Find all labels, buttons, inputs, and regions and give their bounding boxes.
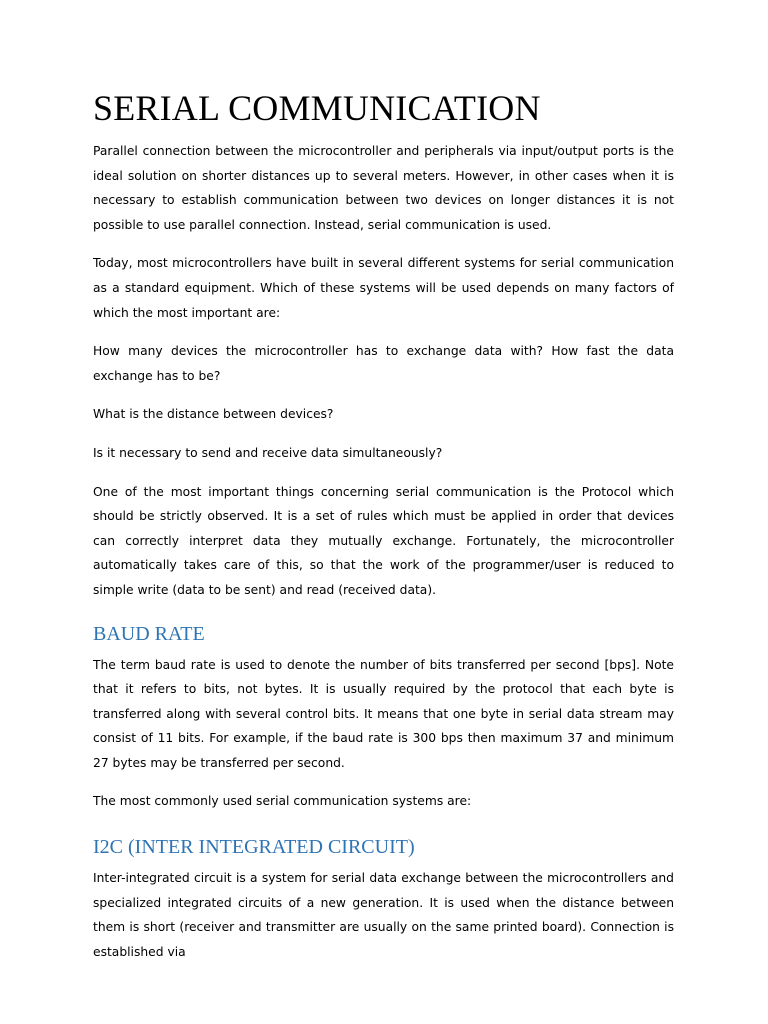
intro-paragraph-5: Is it necessary to send and receive data simultaneously? [93, 445, 443, 460]
baud-rate-paragraph-2: The most commonly used serial communication systems are: [93, 794, 472, 809]
intro-paragraph-3: How many devices the microcontroller has to exchange data with? How fast the data exchange has to be? [93, 344, 674, 383]
intro-paragraph-4: What is the distance between devices? [93, 407, 334, 422]
document-page [93, 86, 674, 978]
intro-paragraph-6: One of the most important things concerning serial communication is the Protocol which should be strictly observed. It is a set of rules which must be applied in order that devices can correctly interpret data they mutually exchange. Fortunately, the microcontroller automatically takes care of this, so that the work of the programmer/user is reduced to simple write (data to be sent) and read (received data). [93, 484, 674, 597]
intro-paragraph-2: Today, most microcontrollers have built in several different systems for serial communication as a standard equipment. Which of these systems will be used depends on many factors of which the most important are: [93, 256, 674, 320]
i2c-heading: I2C (INTER INTEGRATED CIRCUIT) [93, 836, 415, 859]
baud-rate-paragraph-1: The term baud rate is used to denote the number of bits transferred per second [bps]. Note that it refers to bits, not bytes. It is usually required by the protocol that each byte is transferred along with several control bits. It means that one byte in serial data stream may consist of 11 bits. For example, if the baud rate is 300 bps then maximum 37 and minimum 27 bytes may be transferred per second. [93, 657, 674, 770]
i2c-paragraph-1: Inter-integrated circuit is a system for serial data exchange between the microcontrollers and specialized integrated circuits of a new generation. It is used when the distance between them is short (receiver and transmitter are usually on the same printed board). Connection is established via [93, 871, 674, 959]
baud-rate-heading: BAUD RATE [93, 622, 205, 645]
intro-paragraph-1: Parallel connection between the microcontroller and peripherals via input/output ports is the ideal solution on shorter distances up to several meters. However, in other cases when it is necessary to establish communication between two devices on longer distances it is not possible to use parallel connection. Instead, serial communication is used. [93, 144, 674, 232]
document-title: SERIAL COMMUNICATION [93, 88, 541, 128]
